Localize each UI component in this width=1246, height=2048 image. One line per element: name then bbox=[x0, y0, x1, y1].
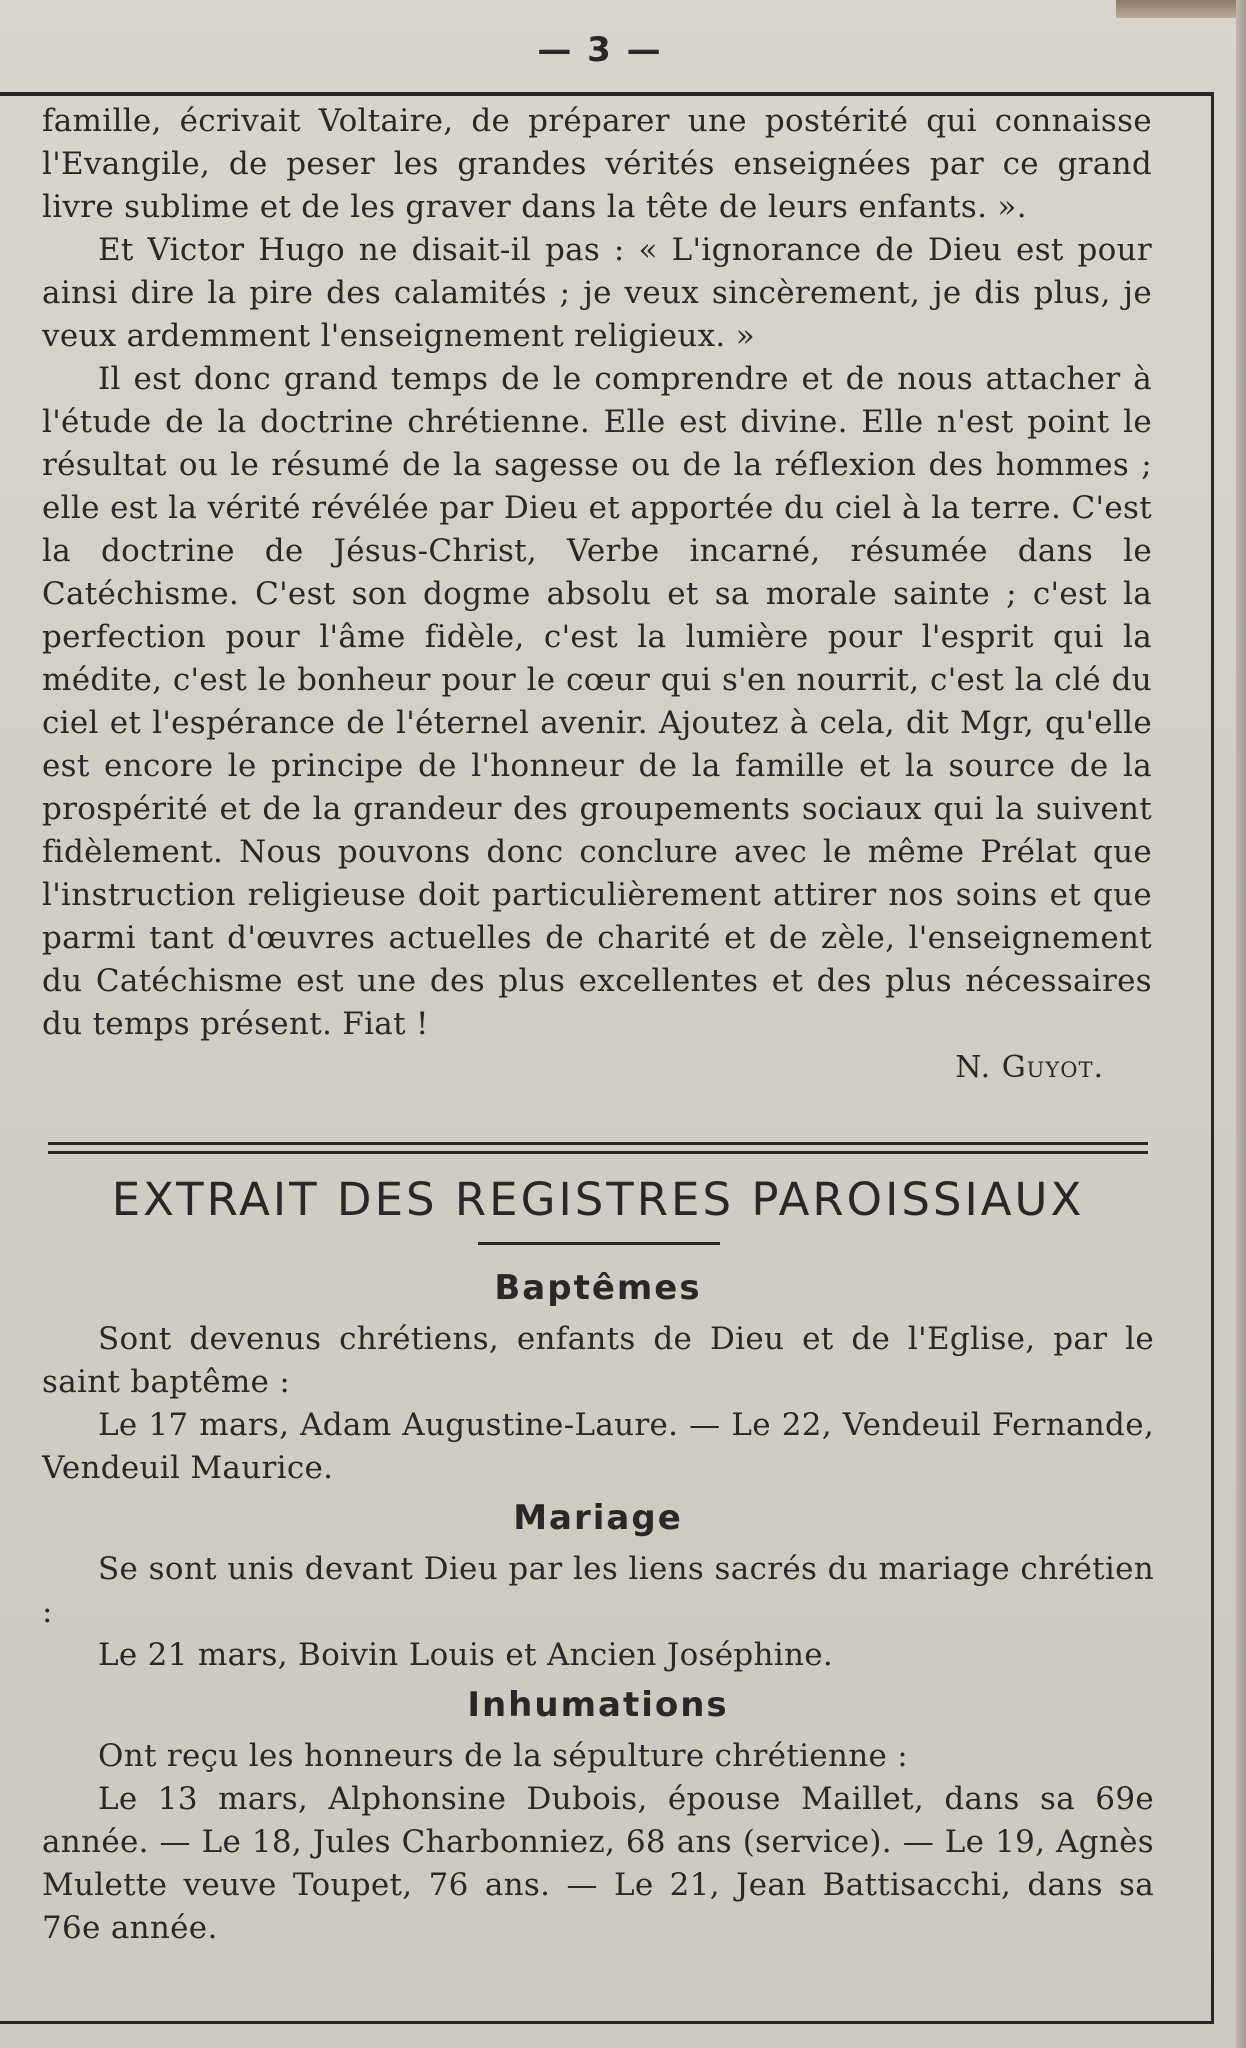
section-divider bbox=[48, 1142, 1148, 1154]
page-corner-shadow bbox=[1116, 0, 1246, 18]
article-paragraph-1: famille, écrivait Voltaire, de préparer une postérité qui connaisse l'Evangile, de peser les grandes vérités enseignées par ce grand livre sublime et de les graver dans la tête de leurs enfants. ». bbox=[42, 103, 1152, 225]
section-title: EXTRAIT DES REGISTRES PAROISSIAUX bbox=[111, 1173, 1085, 1226]
article-paragraph-2: Et Victor Hugo ne disait-il pas : « L'ignorance de Dieu est pour ainsi dire la pire des calamités ; je veux sincèrement, je dis plus, je veux ardemment l'enseignement religieux. » bbox=[42, 232, 1152, 354]
article-paragraph-3: Il est donc grand temps de le comprendre et de nous attacher à l'étude de la doctrine chrétienne. Elle est divine. Elle n'est point le résultat ou le résumé de la sagesse ou de la réflexion des hommes ; elle est la vérité révélée par Dieu et apportée du ciel à la terre. C'est la doctrine de Jésus-Christ, Verbe incarné, résumée dans le Catéchisme. C'est son dogme absolu et sa morale sainte ; c'est la perfection pour l'âme fidèle, c'est la lumière pour l'esprit qui la médite, c'est le bonheur pour le cœur qui s'en nourrit, c'est la clé du ciel et l'espérance de l'éternel avenir. Ajoutez à cela, dit Mgr, qu'elle est encore le principe de l'honneur de la famille et la source de la prospérité et de la grandeur des groupements sociaux qui la suivent fidèlement. Nous pouvons donc conclure avec le même Prélat que l'instruction religieuse doit particulièrement attirer nos soins et que parmi tant d'œuvres actuelles de charité et de zèle, l'enseignement du Catéchisme est une des plus excellentes et des plus nécessaires du temps présent. Fiat ! bbox=[42, 361, 1152, 1042]
page-edge bbox=[1236, 0, 1246, 2048]
inhumations-heading: Inhumations bbox=[467, 1685, 729, 1725]
baptemes-heading: Baptêmes bbox=[494, 1268, 702, 1308]
inhumations-intro: Ont reçu les honneurs de la sépulture chrétienne : bbox=[98, 1738, 909, 1774]
baptemes-intro: Sont devenus chrétiens, enfants de Dieu et de l'Eglise, par le saint baptême : bbox=[42, 1321, 1154, 1400]
article-signature: N. Guyot. bbox=[955, 1050, 1104, 1085]
article-column bbox=[42, 100, 1152, 1089]
inhumations-entries: Le 13 mars, Alphonsine Dubois, épouse Maillet, dans sa 69e année. — Le 18, Jules Charbonniez, 68 ans (service). — Le 19, Agnès Mulette veuve Toupet, 76 ans. — Le 21, Jean Battisacchi, dans sa 76e année. bbox=[42, 1781, 1154, 1946]
page-number: — 3 — bbox=[537, 30, 663, 70]
title-underline bbox=[478, 1242, 720, 1245]
mariage-entries: Le 21 mars, Boivin Louis et Ancien Joséphine. bbox=[98, 1637, 834, 1673]
mariage-heading: Mariage bbox=[513, 1498, 683, 1538]
mariage-intro: Se sont unis devant Dieu par les liens sacrés du mariage chrétien : bbox=[42, 1551, 1154, 1630]
baptemes-entries: Le 17 mars, Adam Augustine-Laure. — Le 22, Vendeuil Fernande, Vendeuil Maurice. bbox=[42, 1407, 1154, 1486]
registers-section bbox=[42, 1266, 1154, 1950]
